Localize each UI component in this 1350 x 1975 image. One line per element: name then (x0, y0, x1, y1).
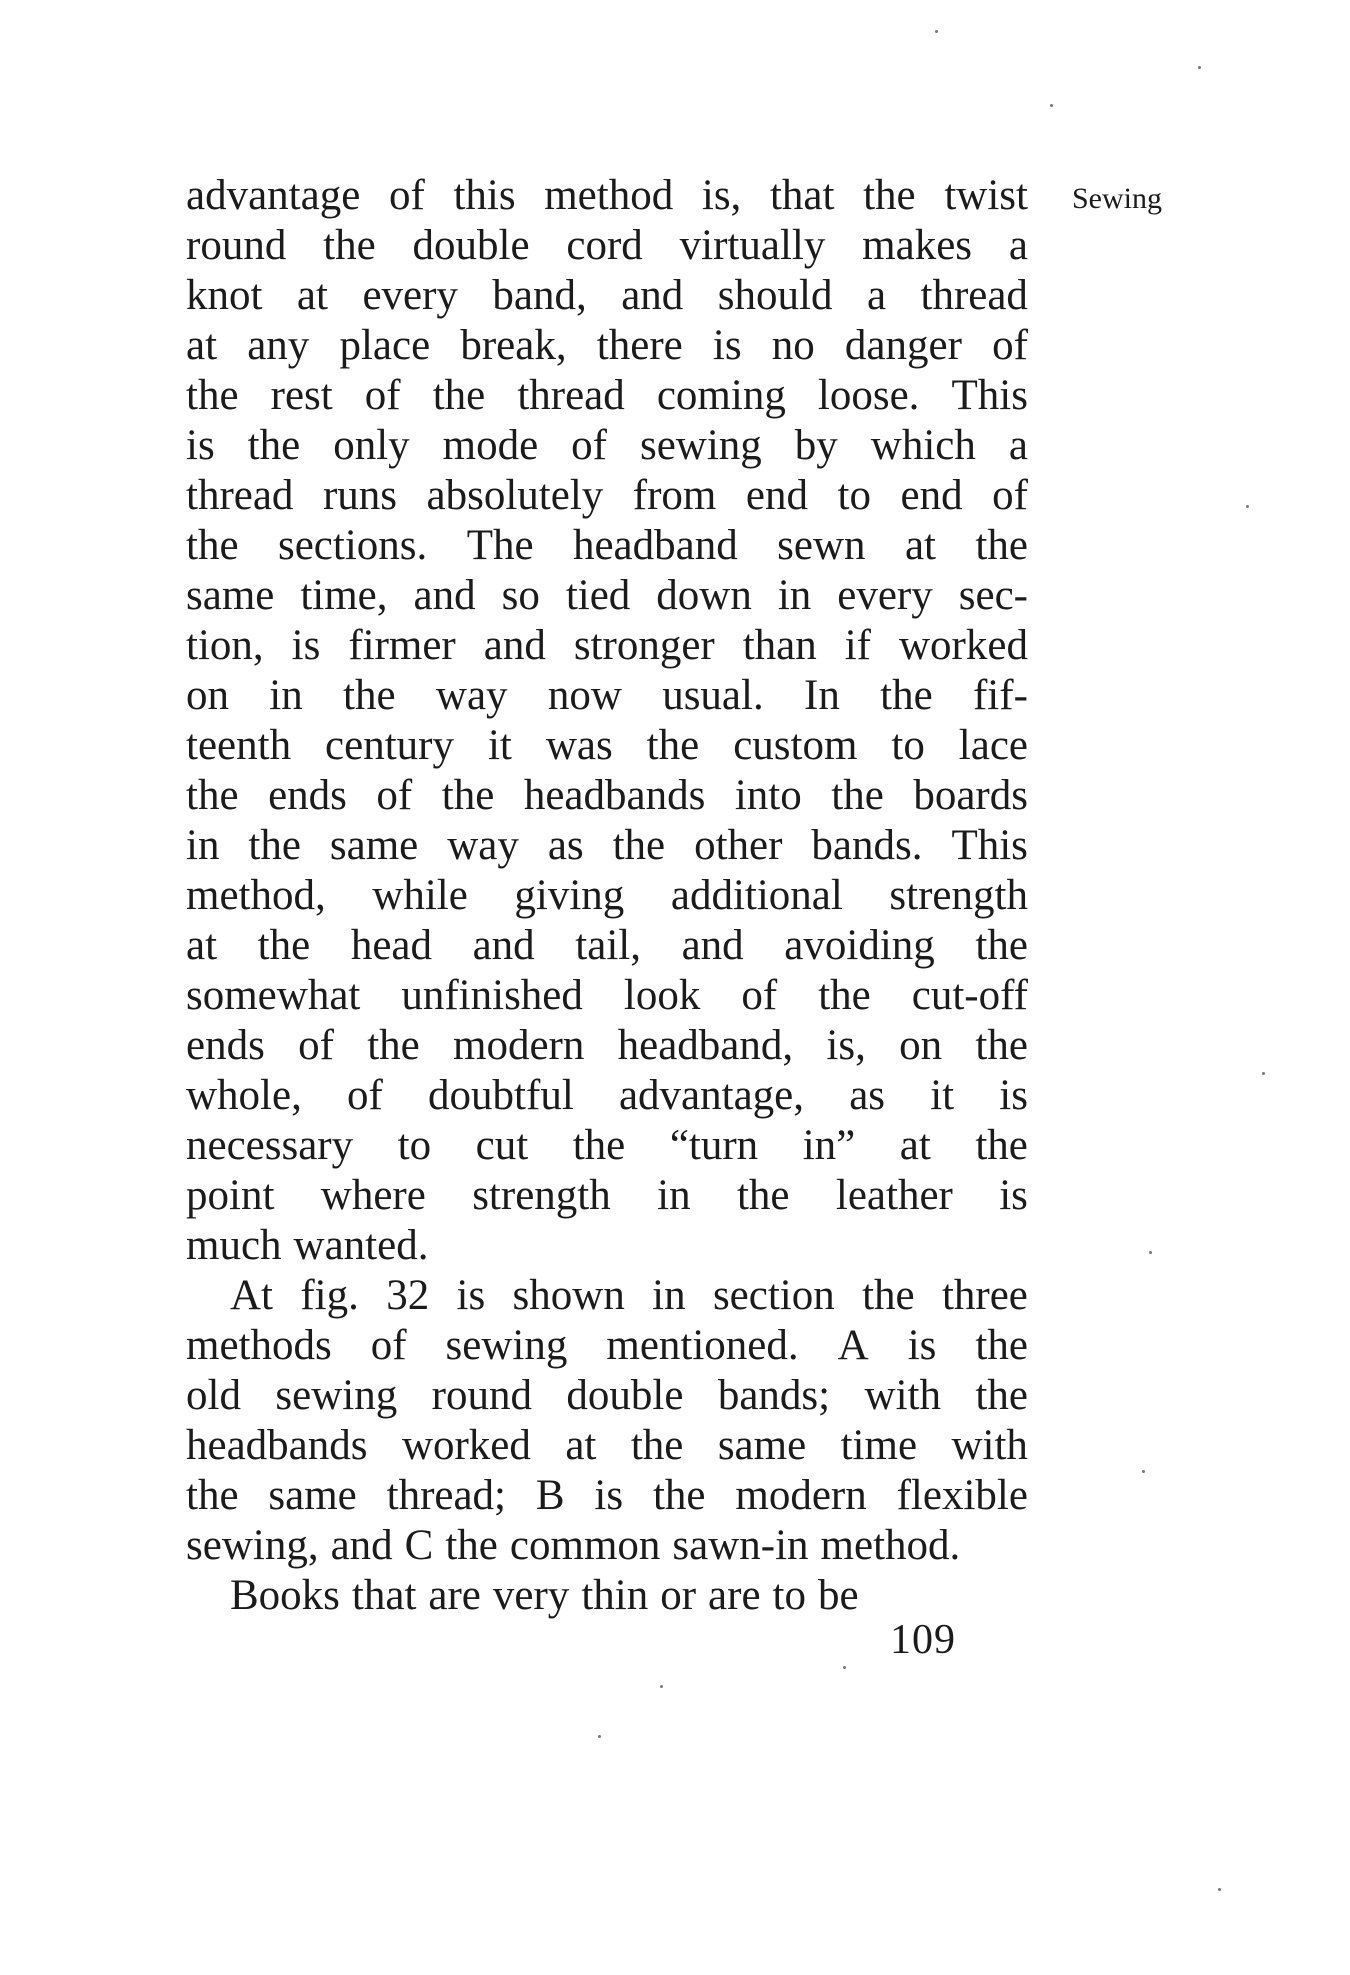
word: virtually (679, 222, 826, 269)
word: ends (186, 1022, 265, 1069)
word: the (323, 222, 376, 269)
word: round (186, 222, 287, 269)
text-line (186, 521, 1028, 571)
word: same (186, 572, 275, 619)
scan-speck (843, 1666, 846, 1669)
word: the (257, 922, 311, 969)
word: sec- (958, 572, 1028, 619)
word: avoiding (784, 922, 935, 969)
word: common (509, 1522, 661, 1569)
word: method, (186, 872, 326, 919)
word: and (483, 622, 546, 669)
word: is, (701, 172, 742, 219)
word: end (900, 472, 963, 519)
scan-speck (1246, 505, 1249, 508)
word: to (397, 1122, 432, 1169)
word: in (186, 822, 220, 869)
word: every (362, 272, 458, 319)
word: three (941, 1272, 1028, 1319)
word: In (804, 672, 840, 719)
word: in” (802, 1122, 856, 1169)
word: coming (656, 372, 786, 419)
word: into (734, 772, 802, 819)
word: sections. (277, 522, 428, 569)
word: the (975, 522, 1028, 569)
word: head (350, 922, 432, 969)
word: a (866, 272, 887, 319)
word: tied (565, 572, 631, 619)
word: which (870, 422, 976, 469)
word: as (547, 822, 584, 869)
scan-speck (1142, 1470, 1145, 1473)
word: headband, (617, 1022, 794, 1069)
word: headband (572, 522, 738, 569)
word: headbands (186, 1422, 368, 1469)
scan-speck (935, 30, 938, 33)
word: thread (186, 472, 294, 519)
word: the (441, 772, 495, 819)
word: same (329, 822, 419, 869)
word: so (501, 572, 540, 619)
word: knot (186, 272, 263, 319)
word: the (445, 1522, 498, 1569)
word: break, (460, 322, 567, 369)
word: are (708, 1572, 761, 1619)
word: the (862, 1272, 915, 1319)
word: the (975, 1372, 1028, 1419)
word: is (186, 422, 215, 469)
scan-speck (1198, 66, 1201, 69)
word: usual. (662, 672, 764, 719)
word: strength (889, 872, 1028, 919)
word: doubtful (428, 1072, 574, 1119)
word: the (975, 1122, 1028, 1169)
text-line (186, 371, 1028, 421)
text-line (186, 171, 1028, 221)
text-line (186, 471, 1028, 521)
word: any (247, 322, 310, 369)
word: to (891, 722, 925, 769)
word: place (339, 322, 431, 369)
word: teenth (186, 722, 292, 769)
word: of (376, 772, 413, 819)
word: cut-off (911, 972, 1028, 1019)
word: the (831, 772, 884, 819)
word: worked (401, 1422, 531, 1469)
word: tion, (186, 622, 264, 669)
word: of (388, 172, 425, 219)
word: of (370, 1322, 407, 1369)
word: the (432, 372, 486, 419)
word: and (681, 922, 744, 969)
word: the (186, 1472, 239, 1519)
word: advantage (186, 172, 361, 219)
word: and (472, 922, 535, 969)
word: wanted. (293, 1222, 429, 1269)
word: way (447, 822, 519, 869)
scan-speck (1149, 1251, 1152, 1254)
word: flexible (896, 1472, 1028, 1519)
word: the (367, 1022, 420, 1069)
word: a (1008, 222, 1028, 269)
word: to (772, 1572, 806, 1619)
word: lace (958, 722, 1028, 769)
word: 32 (386, 1272, 430, 1319)
word: look (623, 972, 701, 1019)
word: bands. (811, 822, 923, 869)
word: leather (835, 1172, 953, 1219)
word: the (736, 1172, 790, 1219)
word: thread (920, 272, 1028, 319)
word: is (999, 1072, 1028, 1119)
word: now (547, 672, 622, 719)
word: the (652, 1472, 706, 1519)
word: methods (186, 1322, 332, 1369)
scan-speck (598, 1735, 601, 1738)
word: worked (899, 622, 1028, 669)
word: old (186, 1372, 241, 1419)
text-line (186, 271, 1028, 321)
word: the (186, 772, 239, 819)
word: of (364, 372, 401, 419)
word: on (186, 672, 229, 719)
text-line (186, 871, 1028, 921)
text-line (186, 1171, 1028, 1221)
word: bands; (717, 1372, 831, 1419)
word: of (992, 322, 1028, 369)
word: same (717, 1422, 807, 1469)
word: danger (844, 322, 962, 369)
word: This (951, 372, 1028, 419)
word: on (899, 1022, 943, 1069)
word: the (630, 1422, 684, 1469)
word: thread; (386, 1472, 507, 1519)
word: the (975, 922, 1028, 969)
text-line (186, 221, 1028, 271)
text-line (186, 1021, 1028, 1071)
word: was (545, 722, 613, 769)
word: the (186, 522, 239, 569)
text-line (186, 721, 1028, 771)
word: with (864, 1372, 941, 1419)
word: in (777, 572, 812, 619)
word: boards (913, 772, 1028, 819)
word: headbands (523, 772, 706, 819)
word: every (837, 572, 933, 619)
text-line (186, 1071, 1028, 1121)
word: firmer (348, 622, 456, 669)
word: rest (270, 372, 333, 419)
word: the (612, 822, 666, 869)
word: sewing (639, 422, 762, 469)
word: and (330, 1522, 393, 1569)
word: runs (322, 472, 398, 519)
word: of (741, 972, 778, 1019)
text-line (186, 1471, 1028, 1521)
word: whole, (186, 1072, 302, 1119)
word: double (412, 222, 530, 269)
word: the (248, 822, 301, 869)
word: advantage, (618, 1072, 804, 1119)
word: than (742, 622, 817, 669)
text-line (186, 771, 1028, 821)
word: the (863, 172, 916, 219)
word: is (291, 622, 321, 669)
word: modern (453, 1022, 585, 1069)
scan-speck (1218, 1888, 1221, 1891)
word: of (992, 472, 1028, 519)
word: that (351, 1572, 417, 1619)
word: double (566, 1372, 684, 1419)
word: strength (472, 1172, 611, 1219)
word: is (999, 1172, 1028, 1219)
word: and (621, 272, 684, 319)
word: and (413, 572, 476, 619)
word: other (694, 822, 783, 869)
word: there (596, 322, 683, 369)
word: the (818, 972, 871, 1019)
word: much (186, 1222, 282, 1269)
word: absolutely (426, 472, 604, 519)
word: in (652, 1272, 686, 1319)
word: are (428, 1572, 481, 1619)
word: band, (492, 272, 587, 319)
text-line (186, 1421, 1028, 1471)
text-line (186, 821, 1028, 871)
body-text (186, 171, 1028, 1621)
word: from (632, 472, 717, 519)
word: cord (566, 222, 643, 269)
word: The (466, 522, 534, 569)
word: method. (820, 1522, 961, 1569)
text-line (186, 621, 1028, 671)
text-line (186, 971, 1028, 1021)
text-line (186, 1221, 1028, 1271)
word: at (565, 1422, 597, 1469)
word: mentioned. (606, 1322, 799, 1369)
word: Books (230, 1572, 340, 1619)
word: unfinished (401, 972, 583, 1019)
text-line (186, 571, 1028, 621)
word: way (435, 672, 508, 719)
word: point (186, 1172, 275, 1219)
word: makes (862, 222, 973, 269)
word: thread (517, 372, 625, 419)
word: the (186, 372, 239, 419)
word: round (431, 1372, 532, 1419)
word: is (712, 322, 742, 369)
word: twist (944, 172, 1028, 219)
word: only (333, 422, 410, 469)
word: the (247, 422, 301, 469)
word: C (404, 1522, 434, 1569)
word: necessary (186, 1122, 354, 1169)
word: while (372, 872, 468, 919)
word: fif- (972, 672, 1028, 719)
text-line (186, 921, 1028, 971)
word: additional (670, 872, 843, 919)
word: where (320, 1172, 426, 1219)
word: this (453, 172, 516, 219)
word: A (837, 1322, 869, 1369)
word: tail, (575, 922, 641, 969)
word: very (492, 1572, 570, 1619)
text-line (186, 321, 1028, 371)
word: the (975, 1022, 1028, 1069)
word: thin (581, 1572, 649, 1619)
word: in (269, 672, 303, 719)
word: by (794, 422, 838, 469)
word: at (904, 522, 936, 569)
word: is (907, 1322, 937, 1369)
word: the (572, 1122, 626, 1169)
word: stronger (573, 622, 715, 669)
word: ends (268, 772, 347, 819)
word: it (930, 1072, 955, 1119)
scan-speck (1262, 1072, 1265, 1075)
word: time, (300, 572, 388, 619)
word: sewing (275, 1372, 398, 1419)
word: is (456, 1272, 486, 1319)
word: if (844, 622, 872, 669)
margin-note: Sewing (1072, 182, 1162, 215)
word: should (717, 272, 833, 319)
word: of (298, 1022, 334, 1069)
word: to (837, 472, 871, 519)
word: loose. (817, 372, 920, 419)
word: custom (733, 722, 858, 769)
word: at (186, 922, 218, 969)
word: of (571, 422, 607, 469)
word: giving (514, 872, 625, 919)
word: the (975, 1322, 1028, 1369)
word: end (745, 472, 808, 519)
word: in (657, 1172, 691, 1219)
word: sawn-in (672, 1522, 809, 1569)
word: same (268, 1472, 357, 1519)
word: it (487, 722, 512, 769)
word: of (347, 1072, 383, 1119)
word: B (535, 1472, 565, 1519)
word: somewhat (186, 972, 361, 1019)
page-number: 109 (890, 1617, 956, 1663)
word: at (186, 322, 218, 369)
word: the (880, 672, 933, 719)
word: century (325, 722, 454, 769)
word: with (951, 1422, 1028, 1469)
word: cut (475, 1122, 529, 1169)
text-line (186, 1121, 1028, 1171)
text-line (186, 1521, 1028, 1571)
word: or (660, 1572, 697, 1619)
word: method (544, 172, 674, 219)
word: shown (512, 1272, 625, 1319)
word: at (296, 272, 328, 319)
word: the (343, 672, 396, 719)
word: no (771, 322, 815, 369)
word: mode (442, 422, 539, 469)
word: be (818, 1572, 859, 1619)
word: the (646, 722, 700, 769)
text-line (186, 1271, 1028, 1321)
word: time (840, 1422, 918, 1469)
word: as (849, 1072, 886, 1119)
text-line (186, 1571, 1028, 1621)
scan-speck (1050, 104, 1053, 107)
text-line (186, 421, 1028, 471)
word: sewing, (186, 1522, 319, 1569)
word: At (230, 1272, 273, 1319)
word: modern (735, 1472, 867, 1519)
text-line (186, 1371, 1028, 1421)
word: sewn (777, 522, 866, 569)
word: that (769, 172, 835, 219)
word: at (899, 1122, 931, 1169)
word: fig. (300, 1272, 359, 1319)
word: is (594, 1472, 624, 1519)
word: is, (826, 1022, 866, 1069)
word: section (712, 1272, 835, 1319)
word: “turn (669, 1122, 759, 1169)
word: down (656, 572, 752, 619)
text-line (186, 1321, 1028, 1371)
word: sewing (445, 1322, 568, 1369)
text-line (186, 671, 1028, 721)
scan-speck (660, 1685, 663, 1688)
word: This (951, 822, 1028, 869)
word: a (1008, 422, 1028, 469)
